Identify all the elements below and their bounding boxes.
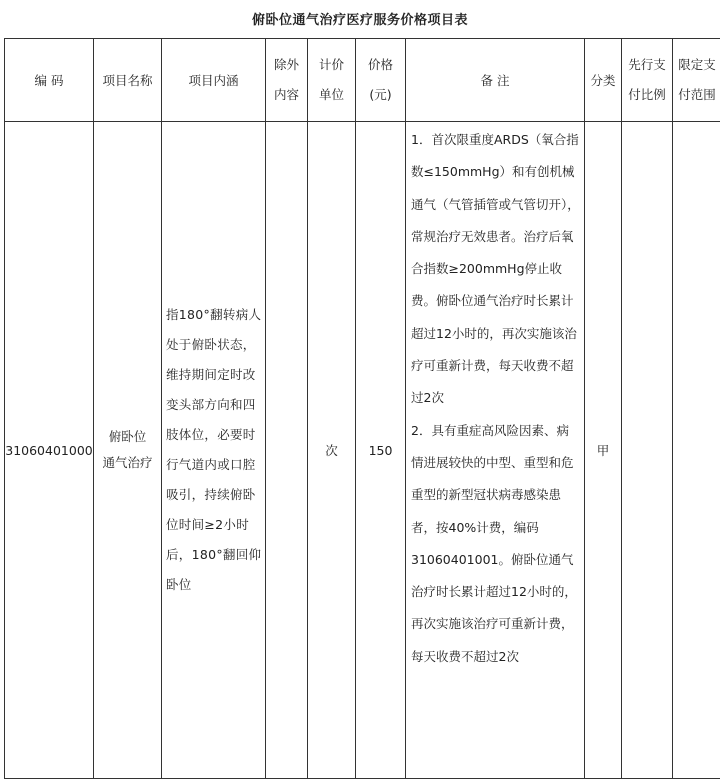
header-price — [356, 39, 406, 122]
remark-item-2: 2．具有重症高风险因素、病情进展较快的中型、重型和危重型的新型冠状病毒感染患者，按40%计费，编码31060401001。俯卧位通气治疗时长累计超过12小时的，再次实施该治疗可重新计费，每天收费不超过2次 — [411, 422, 577, 664]
cell-name-line2: 通气治疗 — [102, 455, 153, 470]
header-unit-line2: 单位 — [318, 87, 344, 102]
page-title: 俯卧位通气治疗医疗服务价格项目表 — [251, 13, 468, 28]
header-exclude — [266, 39, 308, 122]
header-code: 编 码 — [5, 39, 94, 122]
header-limit-line1: 限定支 — [678, 57, 716, 72]
header-prepay-line1: 先行支 — [628, 57, 666, 72]
remark-item-1: 1．首次限重度ARDS（氧合指数≤150mmHg）和有创机械通气（气管插管或气管切开），常规治疗无效患者。治疗后氧合指数≥200mmHg停止收费。俯卧位通气治疗时长累计超过12小时的，再次实施该治疗可重新计费，每天收费不超过2次 — [411, 132, 580, 406]
header-row — [5, 39, 720, 122]
header-unit — [308, 39, 356, 122]
header-price-line1: 价格 — [367, 57, 393, 72]
header-exclude-line1: 除外 — [273, 57, 299, 72]
header-limit — [673, 39, 720, 122]
header-price-line2: (元) — [369, 87, 392, 102]
price-table — [4, 38, 720, 779]
cell-code: 31060401000 — [5, 122, 94, 779]
header-exclude-line2: 内容 — [273, 87, 299, 102]
header-limit-line2: 付范围 — [678, 87, 716, 102]
cell-exclude — [266, 122, 308, 779]
header-category: 分类 — [585, 39, 622, 122]
cell-unit: 次 — [308, 122, 356, 779]
header-remark: 备 注 — [406, 39, 585, 122]
cell-price: 150 — [356, 122, 406, 779]
cell-limit — [673, 122, 720, 779]
header-name: 项目名称 — [94, 39, 162, 122]
cell-content: 指180°翻转病人处于俯卧状态，维持期间定时改变头部方向和四肢体位，必要时行气道内或口腔吸引，持续俯卧位时间≥2小时后，180°翻回仰卧位 — [162, 122, 266, 779]
header-unit-line1: 计价 — [318, 57, 344, 72]
cell-category: 甲 — [585, 122, 622, 779]
cell-name-line1: 俯卧位 — [108, 429, 147, 444]
cell-name — [94, 122, 162, 779]
header-prepay-line2: 付比例 — [628, 87, 666, 102]
header-content: 项目内涵 — [162, 39, 266, 122]
header-prepay — [622, 39, 673, 122]
cell-prepay — [622, 122, 673, 779]
cell-remark — [406, 122, 585, 779]
table-row — [5, 122, 720, 779]
